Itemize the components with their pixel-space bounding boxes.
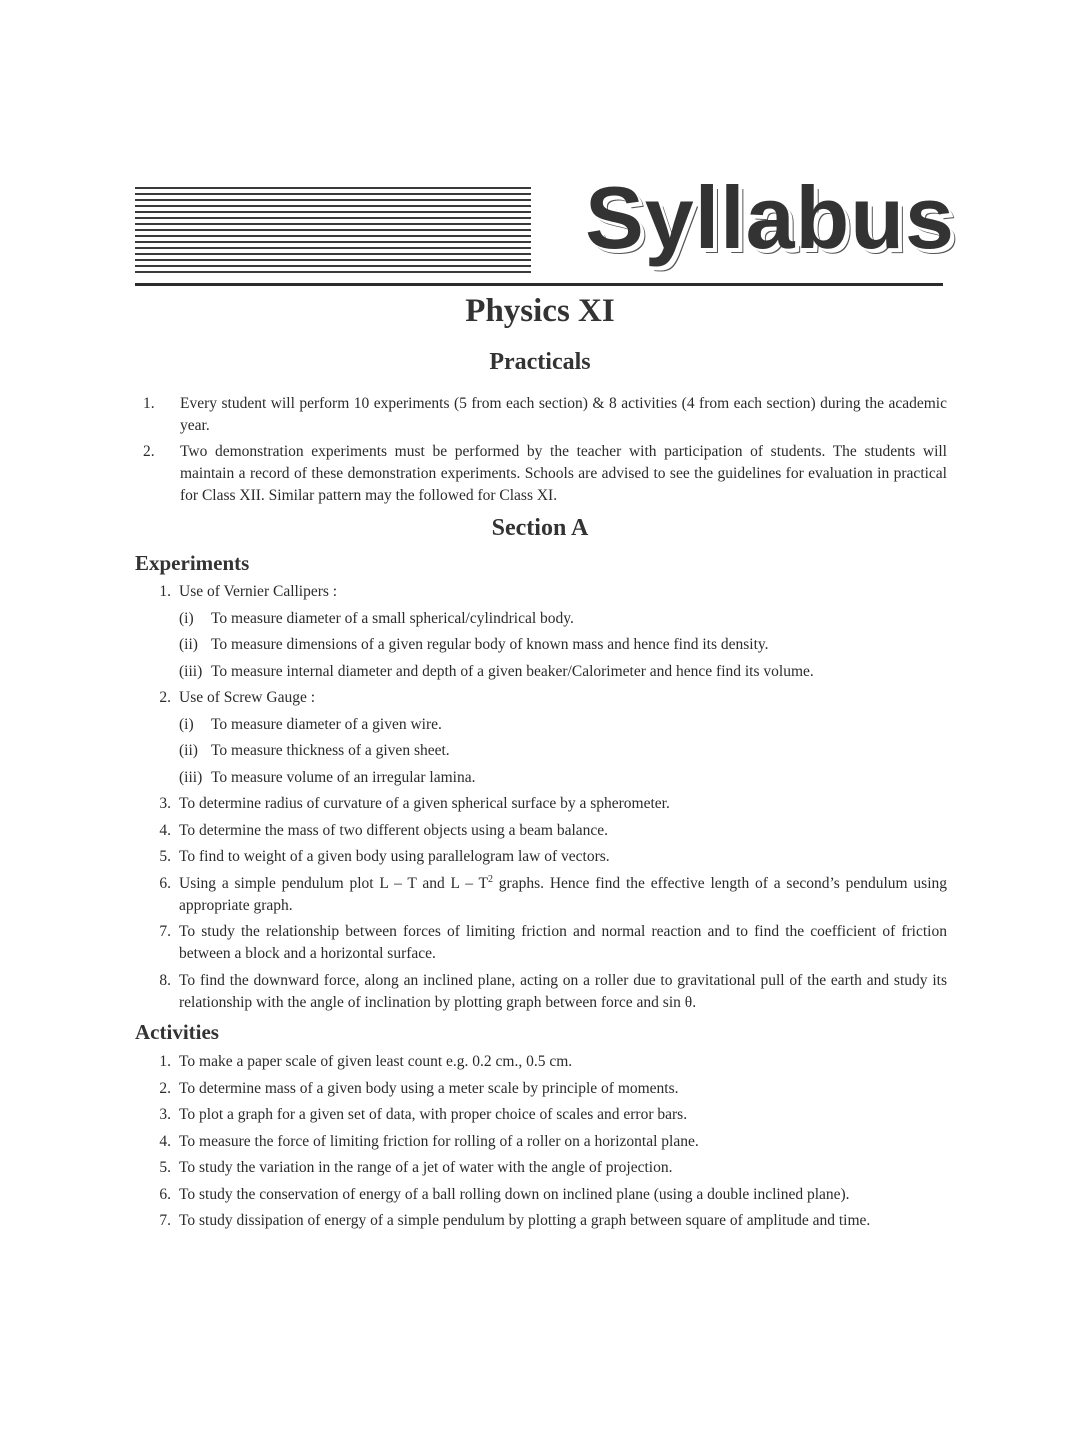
item-number: 4. — [159, 1132, 171, 1150]
item-number: 3. — [159, 1106, 171, 1123]
sub-item-number: (i) — [179, 609, 194, 627]
item-text-part: graphs. Hence find the effective length of a second’s pendulum using appropriate graph. — [179, 874, 947, 914]
item-text: To determine radius of curvature of a given spherical surface by a spherometer. — [179, 795, 670, 812]
item-text: To study the relationship between forces of limiting friction and normal reaction and to find the coefficient of friction between a block and a horizontal surface. — [179, 923, 947, 962]
item-text: To make a paper scale of given least count e.g. 0.2 cm., 0.5 cm. — [179, 1053, 573, 1070]
activities-list — [135, 1051, 947, 1237]
item-text: To find the downward force, along an inclined plane, acting on a roller due to gravitational pull of the earth and study its relationship with the angle of inclination by plotting graph between force and sin θ. — [179, 971, 947, 1011]
experiments-heading: Experiments — [135, 551, 250, 575]
experiment-item — [135, 793, 947, 815]
sub-item-number: (iii) — [179, 768, 203, 786]
intro-item-text: Every student will perform 10 experiments (5 from each section) & 8 activities (4 from each section) during the academic year. — [180, 395, 947, 434]
item-text-part: Using a simple pendulum plot L – T and L – T — [179, 874, 488, 892]
item-text: To study the conservation of energy of a ball rolling down on inclined plane (using a double inclined plane). — [179, 1185, 850, 1203]
item-text: Use of Screw Gauge : — [179, 689, 316, 706]
sub-item-number: (iii) — [179, 662, 203, 680]
sub-item-text: To measure internal diameter and depth of a given beaker/Calorimeter and hence find its volume. — [211, 662, 814, 680]
item-number: 4. — [159, 821, 171, 839]
sub-item — [135, 661, 947, 683]
item-text: To study the variation in the range of a jet of water with the angle of projection. — [179, 1159, 673, 1176]
syllabus-banner — [135, 168, 955, 288]
experiment-item — [135, 921, 947, 965]
item-text — [179, 873, 947, 917]
intro-item — [135, 393, 947, 437]
item-number: 6. — [159, 874, 171, 892]
experiment-item — [135, 687, 947, 709]
item-number: 5. — [159, 848, 171, 865]
experiment-item — [135, 581, 947, 603]
item-number: 5. — [159, 1159, 171, 1176]
item-text: To determine mass of a given body using a meter scale by principle of moments. — [179, 1079, 679, 1097]
item-number: 1. — [159, 583, 171, 600]
banner-word: Syllabus — [585, 168, 955, 267]
activity-item — [135, 1051, 947, 1073]
practicals-heading: Practicals — [489, 349, 591, 375]
page-title: Physics XI — [465, 293, 615, 329]
banner-rule — [135, 283, 943, 286]
sub-item-text: To measure volume of an irregular lamina. — [211, 768, 476, 786]
sub-item — [135, 714, 947, 736]
activity-item — [135, 1104, 947, 1126]
sub-item-text: To measure dimensions of a given regular body of known mass and hence find its density. — [211, 636, 769, 653]
item-text: To determine the mass of two different objects using a beam balance. — [179, 821, 609, 839]
experiment-item — [135, 846, 947, 868]
sub-item — [135, 740, 947, 762]
item-number: 8. — [159, 971, 171, 989]
activity-item — [135, 1131, 947, 1153]
item-number: 7. — [159, 923, 171, 940]
item-text: To study dissipation of energy of a simple pendulum by plotting a graph between square of amplitude and time. — [179, 1212, 871, 1229]
item-number: 2. — [159, 1079, 171, 1097]
sub-item-number: (i) — [179, 715, 194, 733]
item-text: To measure the force of limiting friction for rolling of a roller on a horizontal plane. — [179, 1132, 699, 1150]
item-number: 7. — [159, 1212, 171, 1229]
superscript: 2 — [488, 873, 493, 885]
sub-item-number: (ii) — [179, 742, 198, 759]
experiment-item — [135, 820, 947, 842]
experiment-item — [135, 873, 947, 917]
activity-item — [135, 1210, 947, 1232]
sub-item-text: To measure diameter of a given wire. — [211, 715, 442, 733]
intro-list — [135, 393, 947, 507]
item-number: 3. — [159, 795, 171, 812]
item-number: 2. — [159, 689, 171, 706]
activity-item — [135, 1184, 947, 1206]
experiments-list — [135, 581, 947, 1018]
sub-item — [135, 608, 947, 630]
activities-heading: Activities — [135, 1020, 219, 1044]
item-text: Use of Vernier Callipers : — [179, 583, 338, 600]
experiment-item — [135, 970, 947, 1014]
section-a-heading: Section A — [491, 515, 589, 541]
sub-item-number: (ii) — [179, 636, 198, 653]
intro-item-text: Two demonstration experiments must be performed by the teacher with participation of students. The students will maintain a record of these demonstration experiments. Schools are advised to see the guidelines for evaluation in practical for Class XII. Similar pattern may the followed for Class XI. — [180, 443, 947, 504]
sub-item — [135, 634, 947, 656]
intro-item-number: 2. — [143, 443, 155, 460]
activity-item — [135, 1078, 947, 1100]
item-text: To find to weight of a given body using parallelogram law of vectors. — [179, 848, 610, 865]
intro-item-number: 1. — [143, 395, 155, 412]
intro-item — [135, 441, 947, 507]
item-text: To plot a graph for a given set of data, with proper choice of scales and error bars. — [179, 1106, 688, 1123]
item-number: 1. — [159, 1053, 171, 1070]
sub-item-text: To measure thickness of a given sheet. — [211, 742, 450, 759]
activity-item — [135, 1157, 947, 1179]
sub-item — [135, 767, 947, 789]
banner-stripes — [135, 187, 531, 277]
item-number: 6. — [159, 1185, 171, 1203]
sub-item-text: To measure diameter of a small spherical/cylindrical body. — [211, 609, 574, 627]
